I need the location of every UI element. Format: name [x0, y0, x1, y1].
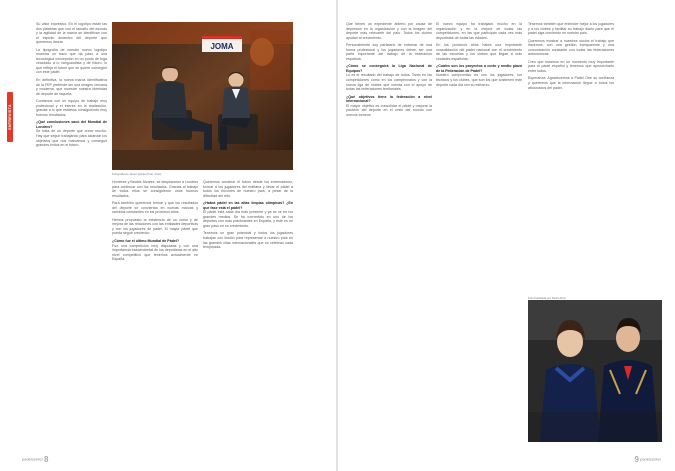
paragraph: Queremos construir el futuro desde los entrenadores, formar a los jugadores del mañana y llevar el pádel a todos los rincones de nuestro país, a pesar de la dificultad del reto. — [203, 180, 293, 198]
photo-caption: Fotografía de Javier Iglesia (Foto: Fran) — [112, 172, 162, 176]
paragraph: Contamos con un equipo de trabajo muy profesional y el interés en la realización, gracias a lo que estamos consiguiendo muy buenos resultados. — [36, 99, 107, 117]
page-number: 8 — [44, 455, 49, 464]
paragraph: Para también queremos formar y que los resultados del deporte se conviertan en nuevas marcas y cambios constantes en los próximos años. — [112, 201, 198, 215]
paragraph: El mayor objetivo es consolidar el pádel y mejorar la posición del deporte en el resto del mundo con nuevos torneos. — [346, 103, 432, 117]
paragraph: La tipografía de nuestro nuevo logotipo muestra un trazo que da paso a una tecnológica concepción en un punto de fuga vinculado a lo vanguardista y de futuro, lo que refleja el futuro que se quiere conseguir con este pádel. — [36, 47, 107, 75]
paragraph: Personalmente soy partidario de entrenar de una forma profesional y los jugadores deben ser una parte importante del trabajo de la federación española. — [346, 43, 432, 61]
paragraph: Su valor expresivo. En el logotipo están las dos palabras que con el tamaño del escudo y la agilidad de la marca se identifican con el espíritu dinámico del deporte que queremos lanzar. — [36, 22, 107, 45]
paragraph: Lo es el resultado del trabajo de todos. Tanto en las competiciones como en los campeonatos y con la nueva liga de clubes que cuenta con el apoyo de todas las federaciones territoriales. — [346, 73, 432, 92]
page-footer-left — [22, 455, 48, 464]
paragraph: Creo que estamos en un momento muy importante para el pádel español y tenemos que aprovecharlo entre todos. — [528, 59, 614, 73]
interview-question: ¿Qué conclusiones sacó del Mundial de Londres? — [36, 120, 107, 129]
paragraph: Tenemos también que entender mejor a los jugadores y a los clubes y facilitar su trabajo diario para que el pádel siga creciendo en nuestro país. — [528, 22, 614, 36]
interview-question: ¿Qué objetivos tiene la federación a nivel internacional? — [346, 94, 432, 104]
right-column-2 — [436, 22, 522, 436]
footer-brand: padelcenter — [640, 456, 661, 462]
right-page — [338, 0, 675, 471]
paragraph: Queremos mostrar a nuestros socios el trabajo que hacemos, con una gestión transparente y una comunicación constante con todas las federaciones autonómicas. — [528, 38, 614, 57]
interview-photo — [112, 22, 293, 170]
paragraph: El pádel está cada día más presente y ya se ve en los grandes medios. Se ha convertido en uno de los deportes con más practicantes en España, y este es un gran paso en su crecimiento. — [203, 210, 293, 228]
right-column-3 — [528, 22, 614, 292]
interview-question: ¿Cómo se conseguirá la Liga Nacional de Equipos? — [346, 64, 432, 73]
page-number: 9 — [634, 455, 639, 464]
section-tab — [7, 92, 13, 142]
players-photo — [528, 300, 662, 442]
interview-photo-illustration — [112, 22, 293, 170]
paragraph: En los próximos años habrá una importante consolidación del pádel nacional con el crecimiento de las escuelas y los clubes que llegan a más ciudades españolas. — [436, 43, 522, 61]
banner-text: JOMA — [210, 42, 234, 51]
paragraph: Esperanza: Agradecemos a Pádel One su confianza y queremos que la información llegue a todos los aficionados del pádel. — [528, 76, 614, 90]
left-column-2 — [112, 180, 198, 436]
right-column-1 — [346, 22, 432, 436]
paragraph: Hemos propuesto la existencia de un curso y de mejora de las relaciones con las entidades deportivas y con los jugadores de pádel. El mayor pádel que pueda seguir creciendo. — [112, 217, 198, 236]
paragraph: Que tienen un expediente abierto por causa de depresión en la organización y con la imagen del deporte más relevante del país. Todos los clubes ayudan al crecimiento. — [346, 22, 432, 40]
paragraph: En definitiva, la nueva marca identificativa de la FEP pretende ser una imagen cercana y moderna, que muestre nuestra identidad de deporte de raqueta. — [36, 78, 107, 96]
interview-question: ¿Cuáles son los proyectos a corto y medio plazo de la Federación de Pádel? — [436, 64, 522, 73]
paragraph: Tenemos un gran potencial y todos los jugadores trabajan con ilusión para representar a nuestro país en las grandes citas internacionales que se celebran cada temporada. — [203, 231, 293, 250]
paragraph: El nuevo equipo ha trabajado mucho en la organización y en la mejora de todas las competiciones, en las que participan cada vez más deportistas de todas las edades. — [436, 22, 522, 40]
paragraph: Se trata de un deporte que crece mucho. Hay que seguir trabajando para alcanzar los objetivos que nos marcamos y conseguir grandes éxitos en el futuro. — [36, 129, 107, 148]
left-page — [0, 0, 336, 471]
paragraph: Fue una competición muy disputada y con una importancia trascendental de los deportistas en el alto nivel competitivo que tenemos actualmente en España. — [112, 243, 198, 262]
interview-question: ¿Habrá pádel en las altas limpias olímpicas? ¿En qué fase está el pádel? — [203, 201, 293, 210]
paragraph: Nuestro compromiso es con los jugadores, los técnicos y los clubes, que son los que sostienen este deporte cada día con su esfuerzo. — [436, 73, 522, 87]
players-photo-illustration — [528, 300, 662, 442]
left-column-1 — [36, 22, 107, 436]
page-footer-right — [635, 455, 661, 464]
paragraph: Hombres y Beatriz Álvarez, se desplazaron a Londres para continuar con los resultados. Gracias al trabajo de todos ellos se consiguieron unos buenos resultados. — [112, 180, 198, 198]
footer-brand: padelcenter — [22, 456, 43, 462]
photo-caption: Foto Facilitada por Pedro Ruiz — [528, 296, 566, 300]
interview-question: ¿Cómo fue el último Mundial de Pádel? — [112, 239, 180, 244]
section-tab-label: ENTREVISTA — [8, 104, 12, 130]
left-column-3 — [203, 180, 293, 436]
